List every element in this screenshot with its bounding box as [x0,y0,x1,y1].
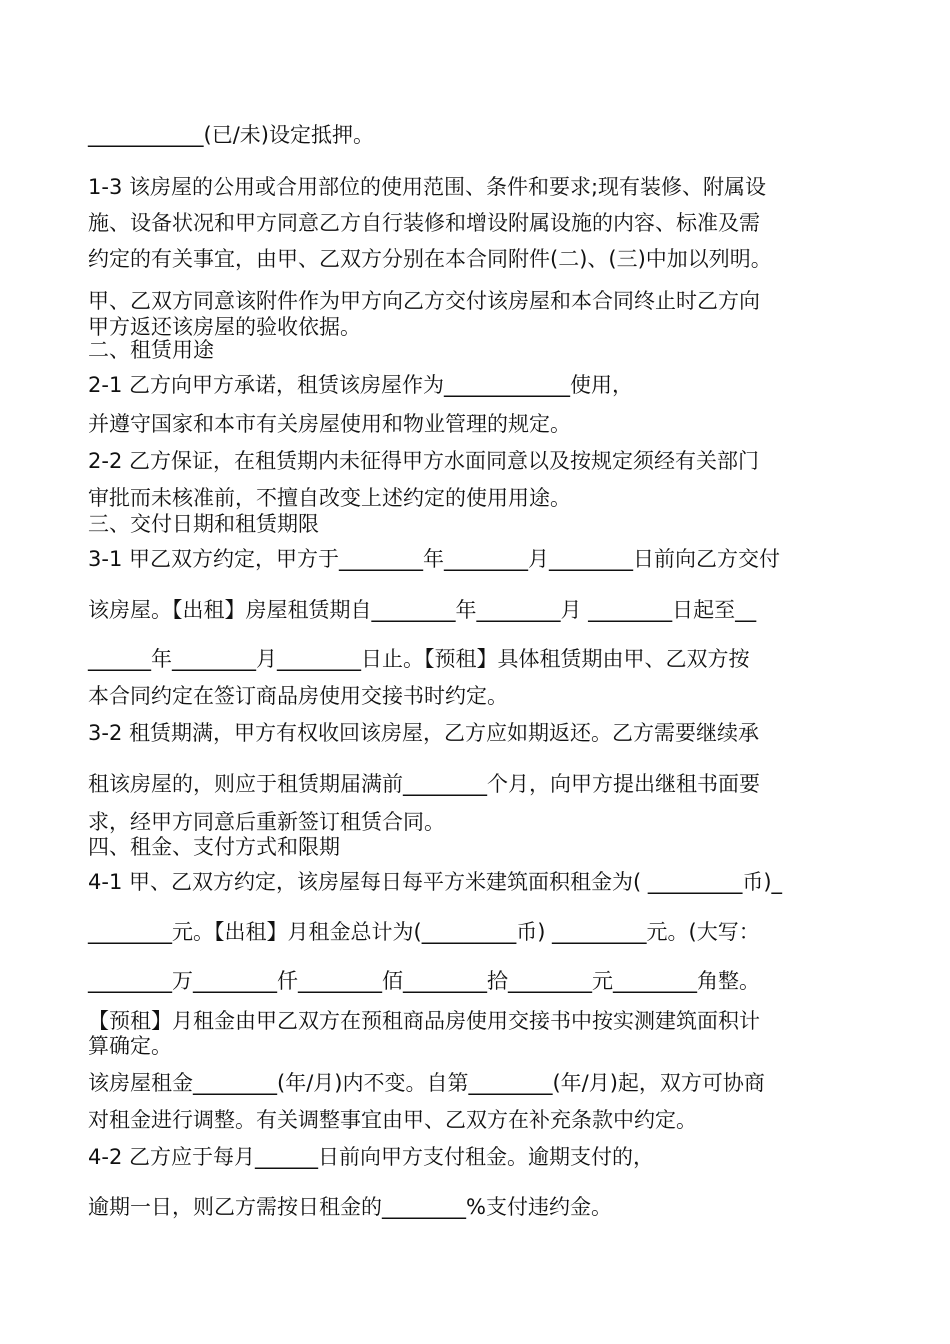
text-line: 2-2 乙方保证，在租赁期内未征得甲方水面同意以及按规定须经有关部门 [88,449,759,473]
text-line: 本合同约定在签订商品房使用交接书时约定。 [88,684,508,708]
text-line: 审批而未核准前，不擅自改变上述约定的使用用途。 [88,486,571,510]
text-line: 逾期一日，则乙方需按日租金的________%支付违约金。 [88,1195,612,1219]
text-line: 【预租】月租金由甲乙双方在预租商品房使用交接书中按实测建筑面积计 [88,1009,760,1033]
section-heading: 三、交付日期和租赁期限 [88,512,319,536]
section-heading: 四、租金、支付方式和限期 [88,835,340,859]
text-line: 对租金进行调整。有关调整事宜由甲、乙双方在补充条款中约定。 [88,1108,697,1132]
text-line: 2-1 乙方向甲方承诺，租赁该房屋作为____________使用， [88,373,633,397]
section-heading: 二、租赁用途 [88,338,214,362]
text-line: 该房屋租金________(年/月)内不变。自第________(年/月)起，双方可协商 [88,1071,765,1095]
text-line: 甲方返还该房屋的验收依据。 [88,315,361,339]
text-line: 求，经甲方同意后重新签订租赁合同。 [88,810,445,834]
text-line: 1-3 该房屋的公用或合用部位的使用范围、条件和要求;现有装修、附属设 [88,175,767,199]
text-line: 算确定。 [88,1034,172,1058]
text-line: ________元。【出租】月租金总计为(_________币) _________元。(大写： [88,920,760,944]
text-line: ______年________月________日止。【预租】具体租赁期由甲、乙双方按 [88,647,750,671]
text-line: 4-1 甲、乙双方约定，该房屋每日每平方米建筑面积租金为( _________币)_ [88,870,783,894]
text-line: 约定的有关事宜，由甲、乙双方分别在本合同附件(二)、(三)中加以列明。 [88,247,772,271]
text-line: ___________(已/未)设定抵押。 [88,123,374,147]
text-line: 施、设备状况和甲方同意乙方自行装修和增设附属设施的内容、标准及需 [88,211,760,235]
text-line: 租该房屋的，则应于租赁期届满前________个月，向甲方提出继租书面要 [88,772,760,796]
text-line: 3-2 租赁期满，甲方有权收回该房屋，乙方应如期返还。乙方需要继续承 [88,721,759,745]
text-line: ________万________仟________佰________拾________元________角整。 [88,969,760,993]
text-line: 并遵守国家和本市有关房屋使用和物业管理的规定。 [88,412,571,436]
text-line: 3-1 甲乙双方约定，甲方于________年________月________日前向乙方交付 [88,547,780,571]
text-line: 4-2 乙方应于每月______日前向甲方支付租金。逾期支付的， [88,1145,654,1169]
text-line: 甲、乙双方同意该附件作为甲方向乙方交付该房屋和本合同终止时乙方向 [88,289,760,313]
text-line: 该房屋。【出租】房屋租赁期自________年________月 ________日起至__ [88,598,757,622]
